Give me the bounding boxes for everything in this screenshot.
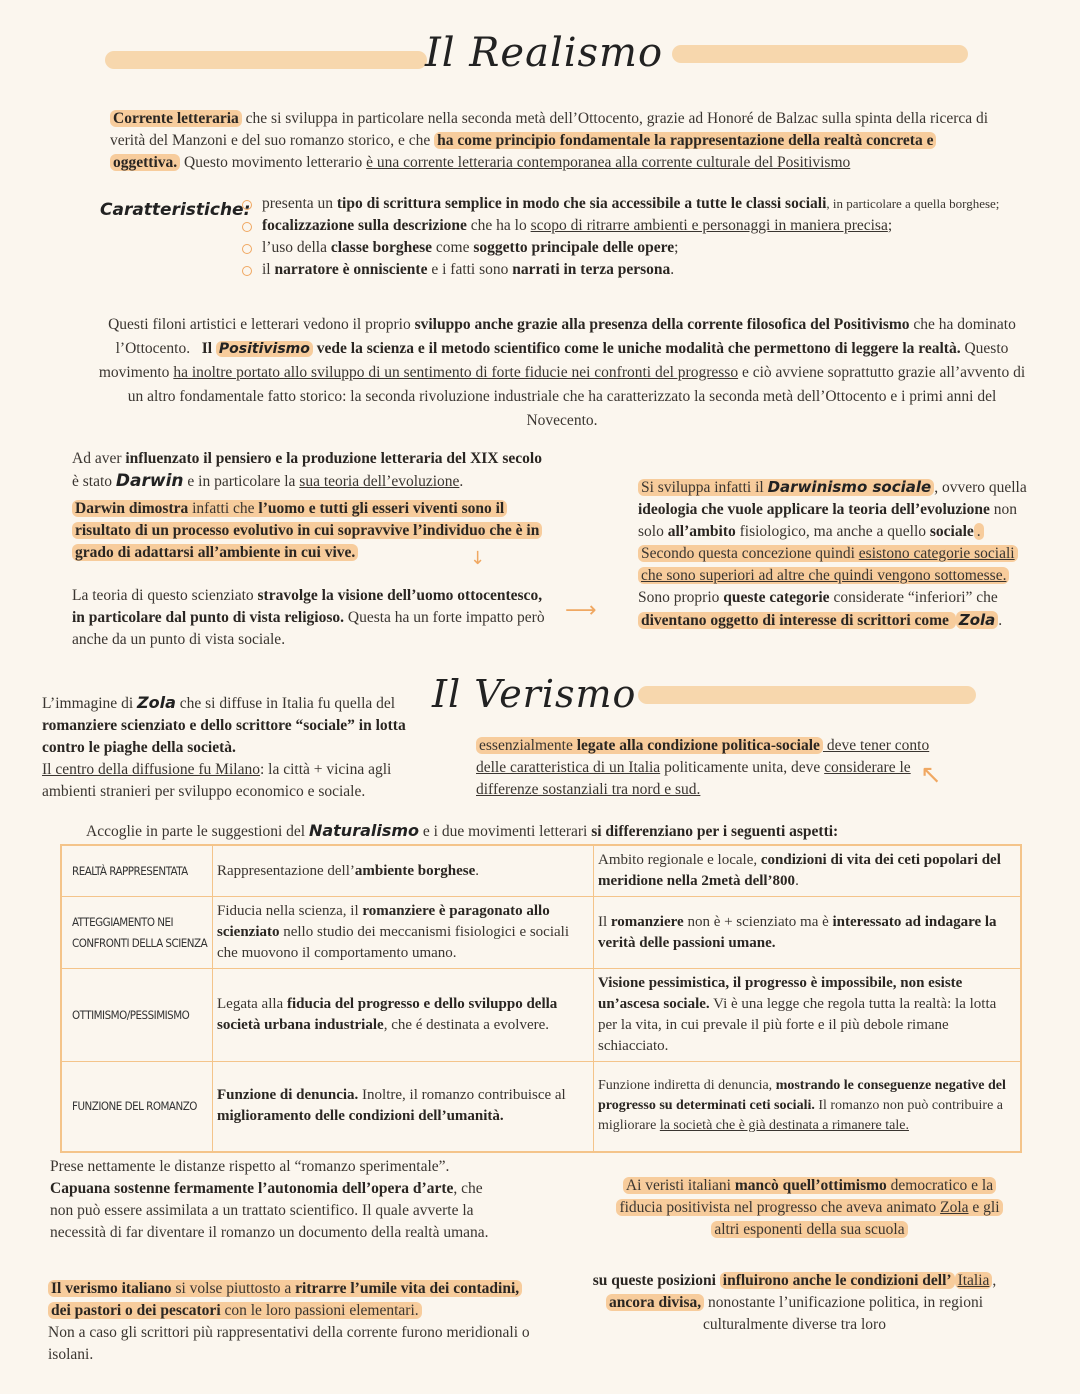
title2-bar-right [638,686,976,704]
cell-realismo: Rappresentazione dell’ambiente borghese. [213,845,594,897]
title-bar-right [672,45,968,63]
arrow-curve-icon: ↖ [920,760,942,790]
cell-verismo: Il romanziere non è + scienziato ma è interessato ad indagare la verità delle passioni umane. [594,897,1022,969]
comparison-table [60,844,1022,1153]
italia-paragraph: su queste posizioni influirono anche le condizioni dell’ Italia , ancora divisa, nonostante l’unificazione politica, in regioni culturalmente diverse tra loro [592,1272,997,1333]
row-header: FUNZIONE DEL ROMANZO [61,1062,213,1152]
verismo-intro-paragraph: essenzialmente legate alla condizione politica-sociale deve tener conto delle caratteristica di un Italia politicamente unita, deve considerare le differenze sostanziali tra nord e sud. [476,737,930,798]
table-row [61,845,1021,897]
verismo-italiano-paragraph: Il verismo italiano si volse piuttosto a ritrarre l’umile vita dei contadini, dei pastori o dei pescatori con le loro passioni elementari. Non a caso gli scrittori più rappresentativi della corrente furono meridionali o isolani. [48,1280,530,1363]
cell-verismo: Ambito regionale e locale, condizioni di vita dei ceti popolari del meridione nella 2metà dell’800. [594,845,1022,897]
page-title: Il Realismo [425,30,664,76]
cell-realismo: Legata alla fiducia del progresso e dello sviluppo della società urbana industriale, che é destinata a evolvere. [213,969,594,1062]
arrow-right-icon: ⟶ [565,598,597,623]
capuana-paragraph: Prese nettamente le distanze rispetto al “romanzo sperimentale”. Capuana sostenne fermamente l’autonomia dell’opera d’arte, che non può essere assimilata a un trattato scientifico. Il quale avverte la necessità di far diventare il romanzo un documento della realtà umana. [50,1158,489,1241]
row-header: ATTEGGIAMENTO NEI CONFRONTI DELLA SCIENZA [61,897,213,969]
table-row [61,1062,1021,1152]
cell-verismo: Visione pessimistica, il progresso è impossibile, non esiste un’ascesa sociale. Vi è una legge che regola tutta la realtà: la lotta per la vita, in cui prevale il più forte e il più debole rimane schiacciato. [594,969,1022,1062]
cell-realismo: Fiducia nella scienza, il romanziere è paragonato allo scienziato nello studio dei meccanismi fisiologici e sociali che muovono il comportamento umano. [213,897,594,969]
row-header: REALTÀ RAPPRESENTATA [61,845,213,897]
section-title-verismo: Il Verismo [432,672,637,716]
darwin-paragraph: Ad aver influenzato il pensiero e la produzione letteraria del XIX secolo è stato Darwin e in particolare la sua teoria dell’evoluzione. [72,450,542,491]
cell-verismo: Funzione indiretta di denuncia, mostrando le conseguenze negative del progresso su determinati ceti sociali. Il romanzo non può contribuire a migliorare la società che è già destinata a rimanere tale. [594,1062,1022,1152]
table-row [61,969,1021,1062]
darwin-evolution-paragraph: Darwin dimostra infatti che l’uomo e tutti gli esseri viventi sono il risultato di un processo evolutivo in cui sopravvive l’individuo che è in grado di adattarsi all’ambiente in cui vive. [72,498,547,564]
caratteristiche-list [240,193,1080,281]
naturalismo-line: Accoglie in parte le suggestioni del Naturalismo e i due movimenti letterari si differenziano per i seguenti aspetti: [86,821,839,840]
caratteristiche-label: Caratteristiche: [100,200,251,220]
ottimismo-paragraph: Ai veristi italiani mancò quell’ottimismo democratico e la fiducia positivista nel progresso che aveva animato Zola e gli altri esponenti della sua scuola [612,1175,1007,1241]
list-item: il narratore è onnisciente e i fatti sono narrati in terza persona. [240,259,1080,281]
darwin-impact-paragraph: La teoria di questo scienziato stravolge la visione dell’uomo ottocentesco, in particolare dal punto di vista religioso. Questa ha un forte impatto però anche da un punto di vista sociale. [72,587,545,648]
list-item: presenta un tipo di scrittura semplice in modo che sia accessibile a tutte le classi sociali, in particolare a quella borghese; [240,193,1080,215]
row-header: OTTIMISMO/PESSIMISMO [61,969,213,1062]
list-item: l’uso della classe borghese come soggetto principale delle opere; [240,237,1080,259]
table-row [61,897,1021,969]
arrow-down-icon: ↓ [470,548,486,569]
cell-realismo: Funzione di denuncia. Inoltre, il romanzo contribuisce al miglioramento delle condizioni dell’umanità. [213,1062,594,1152]
zola-paragraph: L’immagine di Zola che si diffuse in Italia fu quella del romanziere scienziato e dello scrittore “sociale” in lotta contro le piaghe della società. Il centro della diffusione fu Milano: la città + vicina agli ambienti stranieri per sviluppo economico e sociale. [42,693,406,800]
title-bar-left [105,51,427,69]
intro-paragraph: Corrente letteraria che si sviluppa in particolare nella seconda metà dell’Ottocento, grazie ad Honoré de Balzac sulla spinta della ricerca di verità del Manzoni e del suo romanzo storico, e che ha come principio fondamentale la rappresentazione della realtà concreta e oggettiva. Questo movimento letterario è una corrente letteraria contemporanea alla corrente culturale del Positivismo [110,110,989,171]
positivismo-paragraph: Questi filoni artistici e letterari vedono il proprio sviluppo anche grazie alla presenza della corrente filosofica del Positivismo che ha dominato l’Ottocento. Il Positivismo vede la scienza e il metodo scientifico come le uniche modalità che permettono di leggere la realtà. Questo movimento ha inoltre portato allo sviluppo di un sentimento di forte fiducie nei confronti del progresso e ciò avviene soprattutto grazie all’avvento di un altro fondamentale fatto storico: la seconda rivoluzione industriale che ha caratterizzato la seconda metà dell’Ottocento e i primi anni del Novecento. [98,316,1026,429]
darwinismo-paragraph: Si sviluppa infatti il Darwinismo sociale , ovvero quella ideologia che vuole applicare la teoria dell’evoluzione non solo all’ambito fisiologico, ma anche a quello sociale . Secondo questa concezione quindi esistono categorie sociali che sono superiori ad altre che quindi vengono sottomesse. Sono proprio queste categorie considerate “inferiori” che diventano oggetto di interesse di scrittori come Zola . [638,478,1027,629]
list-item: focalizzazione sulla descrizione che ha lo scopo di ritrarre ambienti e personaggi in maniera precisa; [240,215,1080,237]
